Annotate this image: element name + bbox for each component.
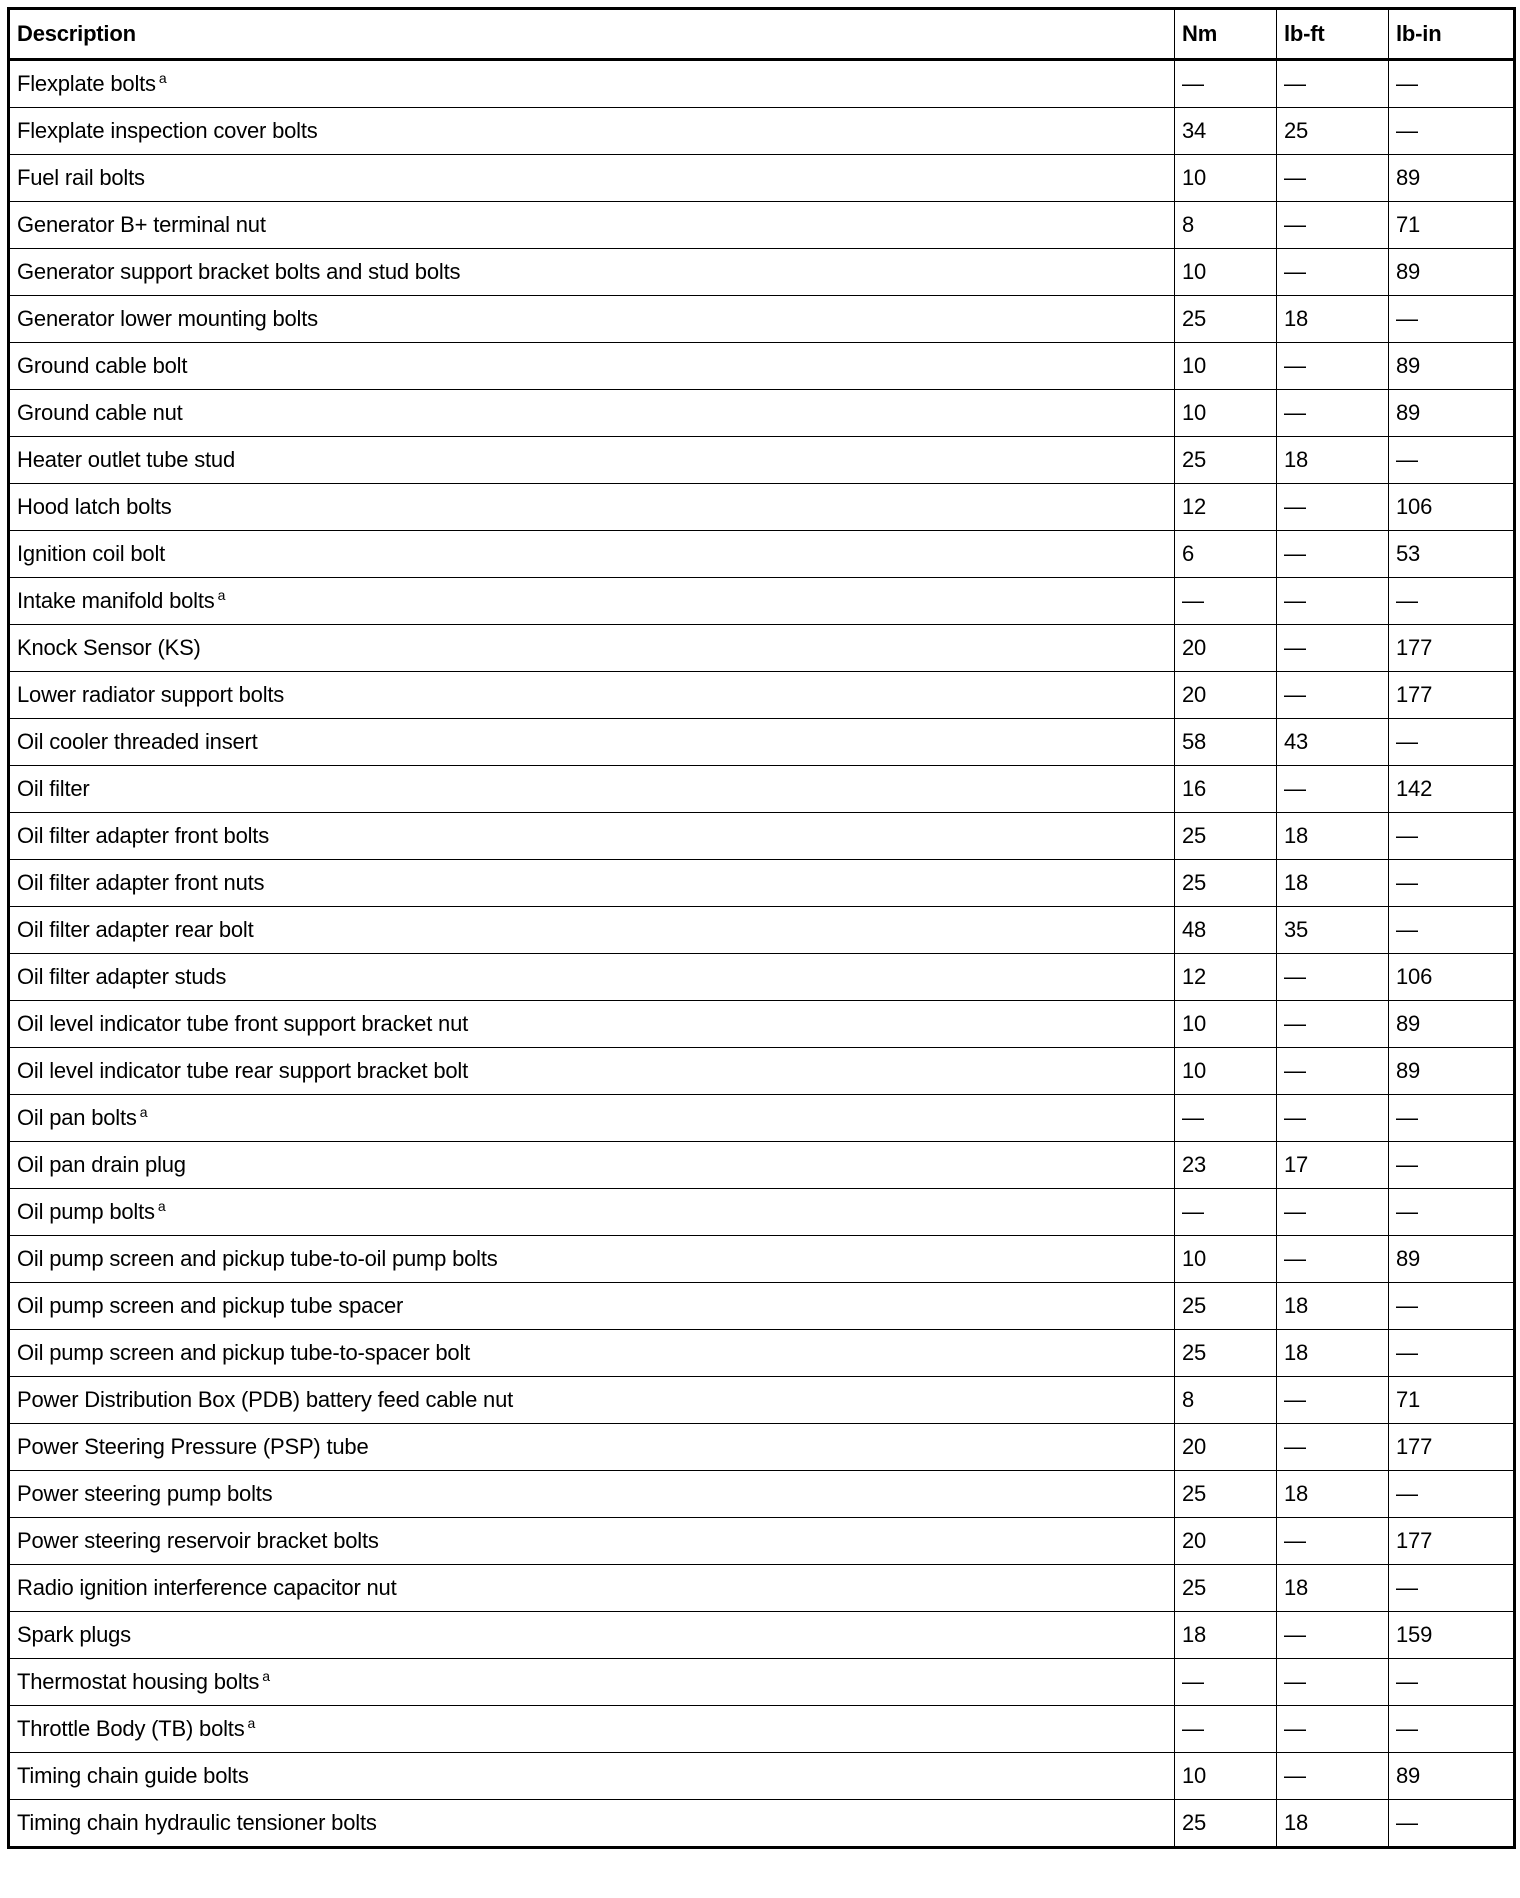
description-cell	[9, 1048, 1175, 1095]
description-text: Oil pan bolts	[17, 1105, 137, 1130]
description-text: Fuel rail bolts	[17, 165, 145, 190]
nm-cell: 34	[1175, 108, 1277, 155]
description-cell	[9, 907, 1175, 954]
lb-in-cell: —	[1389, 578, 1515, 625]
table-row	[9, 1706, 1515, 1753]
header-row	[9, 9, 1515, 60]
description-text: Flexplate inspection cover bolts	[17, 118, 318, 143]
nm-cell: 48	[1175, 907, 1277, 954]
lb-ft-cell: —	[1277, 1189, 1389, 1236]
nm-cell: 20	[1175, 1424, 1277, 1471]
description-text: Timing chain hydraulic tensioner bolts	[17, 1810, 377, 1835]
description-cell	[9, 108, 1175, 155]
description-cell	[9, 1236, 1175, 1283]
table-row	[9, 719, 1515, 766]
nm-cell: 10	[1175, 1753, 1277, 1800]
lb-in-cell: —	[1389, 1330, 1515, 1377]
table-row	[9, 1048, 1515, 1095]
lb-ft-cell: —	[1277, 155, 1389, 202]
table-row	[9, 437, 1515, 484]
lb-in-cell: 89	[1389, 1753, 1515, 1800]
description-text: Oil level indicator tube front support bracket nut	[17, 1011, 469, 1036]
torque-spec-table	[7, 7, 1516, 1849]
nm-cell: —	[1175, 60, 1277, 108]
lb-ft-cell: 18	[1277, 1330, 1389, 1377]
description-text: Thermostat housing bolts	[17, 1669, 260, 1694]
nm-cell: 10	[1175, 1048, 1277, 1095]
nm-cell: 10	[1175, 1236, 1277, 1283]
description-text: Heater outlet tube stud	[17, 447, 235, 472]
description-text: Generator B+ terminal nut	[17, 212, 266, 237]
lb-ft-cell: —	[1277, 672, 1389, 719]
nm-cell: —	[1175, 1706, 1277, 1753]
lb-ft-cell: 18	[1277, 1565, 1389, 1612]
lb-in-cell: —	[1389, 1189, 1515, 1236]
table-row	[9, 1189, 1515, 1236]
lb-ft-cell: —	[1277, 578, 1389, 625]
description-cell	[9, 1424, 1175, 1471]
description-cell	[9, 531, 1175, 578]
nm-cell: —	[1175, 1659, 1277, 1706]
lb-in-cell: 106	[1389, 484, 1515, 531]
lb-ft-cell: —	[1277, 249, 1389, 296]
lb-in-cell: 177	[1389, 1518, 1515, 1565]
lb-in-cell: —	[1389, 907, 1515, 954]
lb-ft-cell: —	[1277, 1095, 1389, 1142]
description-text: Oil filter adapter studs	[17, 964, 227, 989]
description-text: Throttle Body (TB) bolts	[17, 1716, 245, 1741]
nm-cell: —	[1175, 1189, 1277, 1236]
description-text: Oil cooler threaded insert	[17, 729, 258, 754]
lb-in-cell: 71	[1389, 1377, 1515, 1424]
nm-cell: 16	[1175, 766, 1277, 813]
nm-cell: 8	[1175, 1377, 1277, 1424]
lb-in-cell: 89	[1389, 155, 1515, 202]
description-cell	[9, 1001, 1175, 1048]
description-text: Oil level indicator tube rear support bracket bolt	[17, 1058, 469, 1083]
description-cell	[9, 1283, 1175, 1330]
description-text: Oil pan drain plug	[17, 1152, 186, 1177]
nm-cell: 10	[1175, 155, 1277, 202]
description-text: Power Steering Pressure (PSP) tube	[17, 1434, 369, 1459]
nm-cell: 12	[1175, 484, 1277, 531]
description-text: Oil pump screen and pickup tube spacer	[17, 1293, 404, 1318]
description-text: Ignition coil bolt	[17, 541, 166, 566]
table-row	[9, 1424, 1515, 1471]
description-cell	[9, 719, 1175, 766]
table-row	[9, 531, 1515, 578]
lb-in-cell: 142	[1389, 766, 1515, 813]
nm-cell: 6	[1175, 531, 1277, 578]
lb-in-cell: 177	[1389, 672, 1515, 719]
lb-in-cell: —	[1389, 1659, 1515, 1706]
lb-ft-cell: —	[1277, 1753, 1389, 1800]
nm-cell: —	[1175, 1095, 1277, 1142]
description-cell	[9, 1612, 1175, 1659]
description-text: Oil pump screen and pickup tube-to-oil pump bolts	[17, 1246, 498, 1271]
nm-cell: 23	[1175, 1142, 1277, 1189]
description-text: Power Distribution Box (PDB) battery feed cable nut	[17, 1387, 514, 1412]
description-cell	[9, 1706, 1175, 1753]
table-row	[9, 625, 1515, 672]
table-row	[9, 155, 1515, 202]
lb-ft-cell: —	[1277, 484, 1389, 531]
table-row	[9, 1330, 1515, 1377]
lb-in-cell: —	[1389, 1800, 1515, 1848]
description-cell	[9, 672, 1175, 719]
description-cell	[9, 343, 1175, 390]
footnote-marker: a	[247, 1715, 256, 1731]
table-row	[9, 1142, 1515, 1189]
nm-cell: 20	[1175, 672, 1277, 719]
lb-in-cell: —	[1389, 108, 1515, 155]
lb-ft-cell: 18	[1277, 437, 1389, 484]
lb-in-cell: —	[1389, 1471, 1515, 1518]
description-text: Flexplate bolts	[17, 71, 156, 96]
description-text: Oil pump screen and pickup tube-to-spacer bolt	[17, 1340, 471, 1365]
table-row	[9, 1565, 1515, 1612]
table-row	[9, 1518, 1515, 1565]
table-row	[9, 1753, 1515, 1800]
lb-in-cell: 89	[1389, 390, 1515, 437]
description-text: Hood latch bolts	[17, 494, 172, 519]
description-text: Power steering pump bolts	[17, 1481, 273, 1506]
nm-cell: 25	[1175, 437, 1277, 484]
header-nm: Nm	[1175, 9, 1277, 60]
table-row	[9, 1377, 1515, 1424]
lb-ft-cell: 43	[1277, 719, 1389, 766]
footnote-marker: a	[217, 587, 226, 603]
description-cell	[9, 860, 1175, 907]
description-cell	[9, 1753, 1175, 1800]
table-row	[9, 1612, 1515, 1659]
description-text: Generator support bracket bolts and stud bolts	[17, 259, 461, 284]
description-text: Ground cable nut	[17, 400, 183, 425]
lb-in-cell: 89	[1389, 343, 1515, 390]
table-row	[9, 672, 1515, 719]
table-row	[9, 766, 1515, 813]
lb-in-cell: —	[1389, 60, 1515, 108]
table-row	[9, 249, 1515, 296]
lb-in-cell: 89	[1389, 1048, 1515, 1095]
lb-ft-cell: 18	[1277, 813, 1389, 860]
description-text: Intake manifold bolts	[17, 588, 215, 613]
description-text: Oil filter	[17, 776, 90, 801]
lb-in-cell: —	[1389, 860, 1515, 907]
description-text: Ground cable bolt	[17, 353, 188, 378]
lb-in-cell: —	[1389, 1142, 1515, 1189]
header-lb-ft: lb-ft	[1277, 9, 1389, 60]
table-row	[9, 296, 1515, 343]
footnote-marker: a	[158, 70, 167, 86]
table-row	[9, 1659, 1515, 1706]
description-cell	[9, 437, 1175, 484]
description-cell	[9, 390, 1175, 437]
nm-cell: 58	[1175, 719, 1277, 766]
description-cell	[9, 813, 1175, 860]
lb-ft-cell: 18	[1277, 860, 1389, 907]
description-cell	[9, 60, 1175, 108]
lb-in-cell: 53	[1389, 531, 1515, 578]
lb-in-cell: —	[1389, 1095, 1515, 1142]
description-text: Knock Sensor (KS)	[17, 635, 201, 660]
table-row	[9, 390, 1515, 437]
lb-ft-cell: —	[1277, 1659, 1389, 1706]
table-row	[9, 907, 1515, 954]
nm-cell: 8	[1175, 202, 1277, 249]
table-row	[9, 1283, 1515, 1330]
description-text: Generator lower mounting bolts	[17, 306, 318, 331]
lb-in-cell: 89	[1389, 249, 1515, 296]
nm-cell: 18	[1175, 1612, 1277, 1659]
table-row	[9, 954, 1515, 1001]
header-lb-in: lb-in	[1389, 9, 1515, 60]
lb-ft-cell: —	[1277, 1518, 1389, 1565]
lb-in-cell: 177	[1389, 625, 1515, 672]
nm-cell: 20	[1175, 1518, 1277, 1565]
lb-in-cell: 159	[1389, 1612, 1515, 1659]
description-cell	[9, 296, 1175, 343]
lb-ft-cell: —	[1277, 1706, 1389, 1753]
table-row	[9, 1800, 1515, 1848]
description-cell	[9, 1377, 1175, 1424]
lb-ft-cell: —	[1277, 1236, 1389, 1283]
nm-cell: 25	[1175, 813, 1277, 860]
description-cell	[9, 1189, 1175, 1236]
description-cell	[9, 1518, 1175, 1565]
description-text: Lower radiator support bolts	[17, 682, 285, 707]
description-cell	[9, 202, 1175, 249]
table-row	[9, 1001, 1515, 1048]
lb-ft-cell: —	[1277, 343, 1389, 390]
footnote-marker: a	[139, 1104, 148, 1120]
footnote-marker: a	[157, 1198, 166, 1214]
table-row	[9, 343, 1515, 390]
table-row	[9, 202, 1515, 249]
lb-in-cell: —	[1389, 813, 1515, 860]
lb-ft-cell: —	[1277, 1424, 1389, 1471]
description-cell	[9, 1800, 1175, 1848]
lb-ft-cell: —	[1277, 1001, 1389, 1048]
nm-cell: 25	[1175, 1283, 1277, 1330]
lb-ft-cell: —	[1277, 1048, 1389, 1095]
nm-cell: 25	[1175, 1330, 1277, 1377]
lb-in-cell: —	[1389, 1283, 1515, 1330]
lb-ft-cell: —	[1277, 390, 1389, 437]
description-cell	[9, 1142, 1175, 1189]
lb-in-cell: 71	[1389, 202, 1515, 249]
nm-cell: 10	[1175, 249, 1277, 296]
description-cell	[9, 578, 1175, 625]
lb-in-cell: —	[1389, 437, 1515, 484]
description-cell	[9, 766, 1175, 813]
lb-ft-cell: 17	[1277, 1142, 1389, 1189]
description-text: Oil filter adapter front bolts	[17, 823, 270, 848]
nm-cell: 25	[1175, 1471, 1277, 1518]
description-cell	[9, 484, 1175, 531]
nm-cell: 25	[1175, 1800, 1277, 1848]
nm-cell: 25	[1175, 860, 1277, 907]
table-row	[9, 578, 1515, 625]
lb-ft-cell: —	[1277, 60, 1389, 108]
lb-ft-cell: 35	[1277, 907, 1389, 954]
nm-cell: 12	[1175, 954, 1277, 1001]
lb-ft-cell: 18	[1277, 1800, 1389, 1848]
lb-in-cell: 89	[1389, 1236, 1515, 1283]
description-cell	[9, 1095, 1175, 1142]
lb-ft-cell: —	[1277, 531, 1389, 578]
lb-ft-cell: —	[1277, 954, 1389, 1001]
description-cell	[9, 155, 1175, 202]
lb-ft-cell: —	[1277, 766, 1389, 813]
table-row	[9, 484, 1515, 531]
lb-ft-cell: —	[1277, 1377, 1389, 1424]
nm-cell: 25	[1175, 1565, 1277, 1612]
description-cell	[9, 954, 1175, 1001]
description-text: Power steering reservoir bracket bolts	[17, 1528, 379, 1553]
table-row	[9, 1095, 1515, 1142]
table-body	[9, 60, 1515, 1848]
table-row	[9, 860, 1515, 907]
lb-in-cell: 106	[1389, 954, 1515, 1001]
lb-in-cell: —	[1389, 719, 1515, 766]
lb-ft-cell: 18	[1277, 296, 1389, 343]
lb-ft-cell: 25	[1277, 108, 1389, 155]
description-cell	[9, 1330, 1175, 1377]
description-cell	[9, 1471, 1175, 1518]
description-cell	[9, 1565, 1175, 1612]
lb-in-cell: 177	[1389, 1424, 1515, 1471]
description-cell	[9, 1659, 1175, 1706]
description-text: Oil filter adapter front nuts	[17, 870, 265, 895]
description-text: Oil filter adapter rear bolt	[17, 917, 254, 942]
description-cell	[9, 249, 1175, 296]
table-row	[9, 1236, 1515, 1283]
table-row	[9, 108, 1515, 155]
lb-in-cell: —	[1389, 1706, 1515, 1753]
description-cell	[9, 625, 1175, 672]
table-row	[9, 813, 1515, 860]
description-text: Spark plugs	[17, 1622, 131, 1647]
nm-cell: 10	[1175, 343, 1277, 390]
lb-ft-cell: —	[1277, 202, 1389, 249]
lb-ft-cell: —	[1277, 1612, 1389, 1659]
lb-ft-cell: —	[1277, 625, 1389, 672]
nm-cell: 25	[1175, 296, 1277, 343]
nm-cell: 10	[1175, 1001, 1277, 1048]
description-text: Oil pump bolts	[17, 1199, 155, 1224]
lb-ft-cell: 18	[1277, 1471, 1389, 1518]
nm-cell: 20	[1175, 625, 1277, 672]
table-row	[9, 1471, 1515, 1518]
table-row	[9, 60, 1515, 108]
nm-cell: —	[1175, 578, 1277, 625]
description-text: Radio ignition interference capacitor nut	[17, 1575, 397, 1600]
lb-in-cell: —	[1389, 296, 1515, 343]
lb-in-cell: 89	[1389, 1001, 1515, 1048]
header-description: Description	[9, 9, 1175, 60]
description-text: Timing chain guide bolts	[17, 1763, 249, 1788]
lb-in-cell: —	[1389, 1565, 1515, 1612]
footnote-marker: a	[262, 1668, 270, 1684]
lb-ft-cell: 18	[1277, 1283, 1389, 1330]
nm-cell: 10	[1175, 390, 1277, 437]
